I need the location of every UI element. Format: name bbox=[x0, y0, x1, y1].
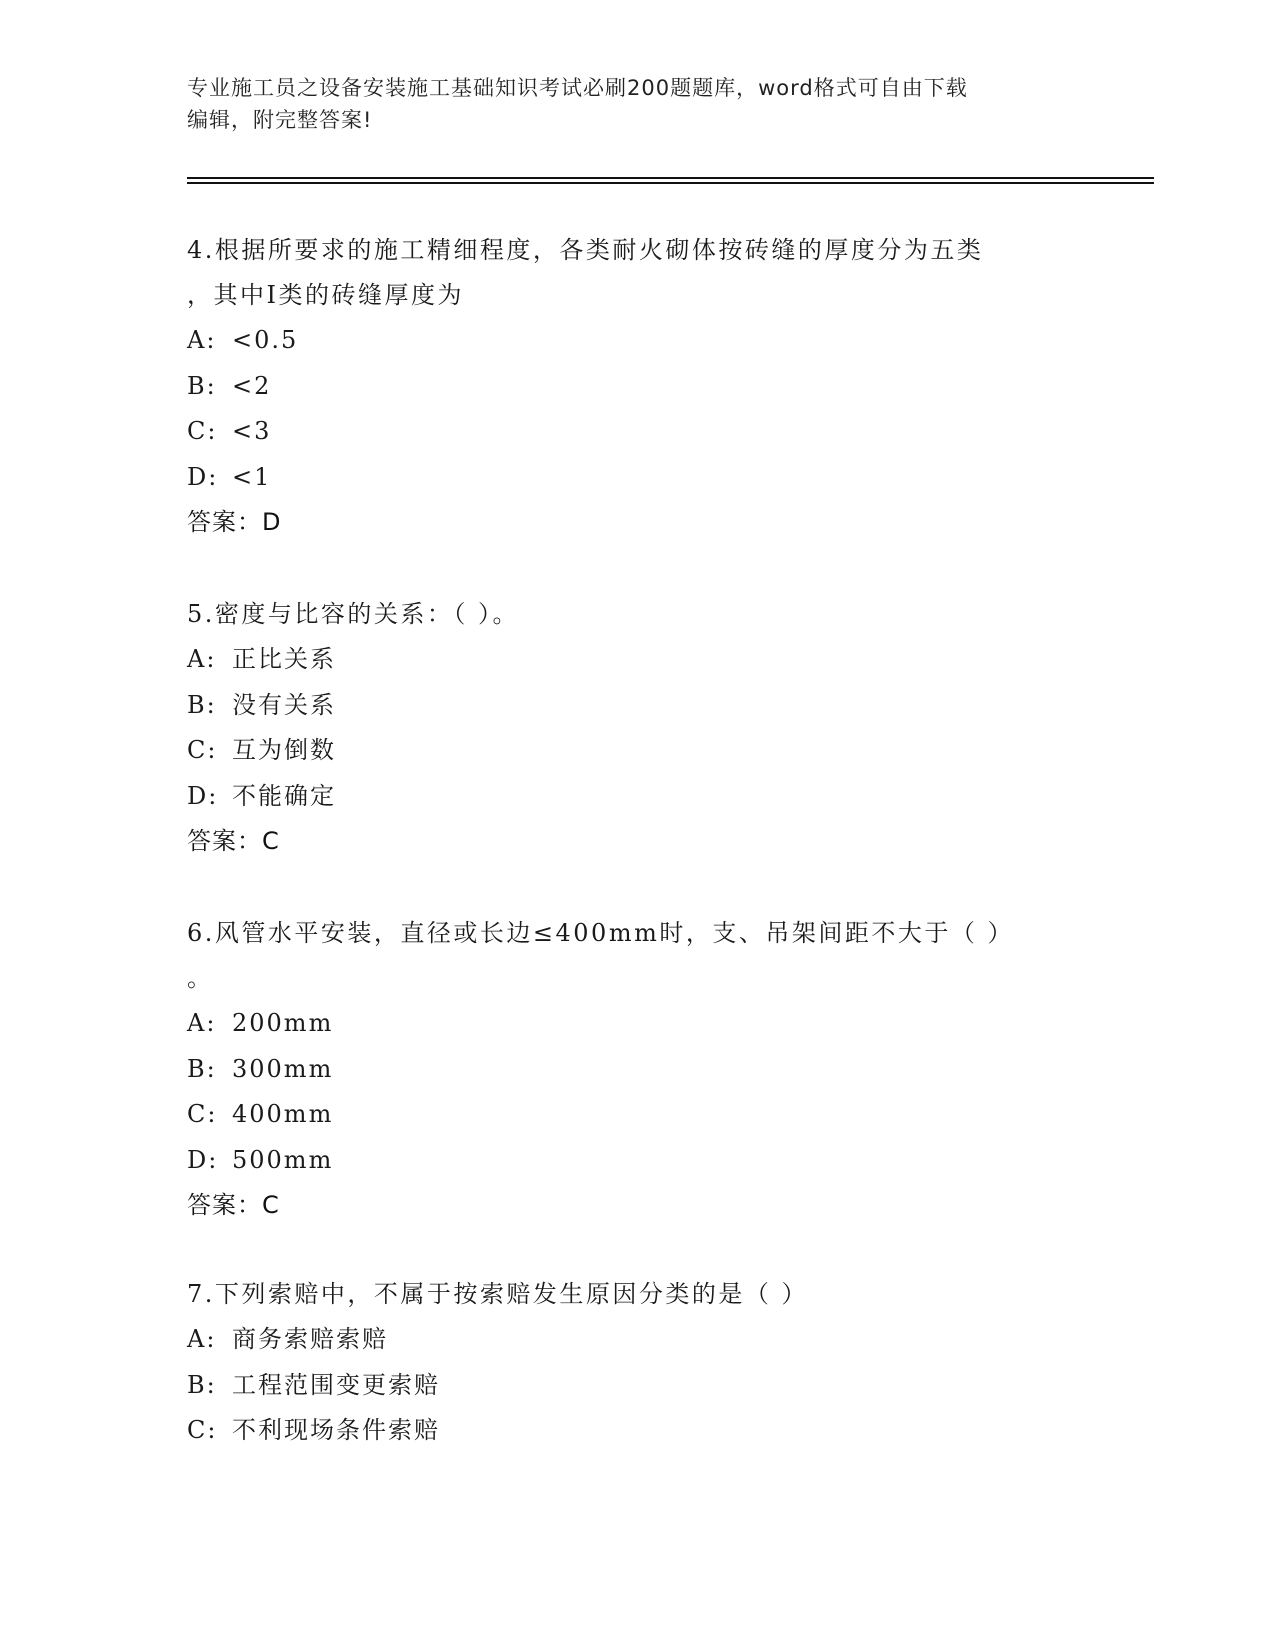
option-key: B: bbox=[187, 1370, 217, 1399]
question-stem-line: ，其中Ⅰ类的砖缝厚度为 bbox=[187, 281, 464, 309]
option-d bbox=[187, 455, 1067, 501]
option-key: A: bbox=[187, 1009, 217, 1037]
option-text: 400mm bbox=[232, 1100, 334, 1128]
option-text: 没有关系 bbox=[232, 690, 336, 719]
question-stem-line: 。 bbox=[187, 964, 214, 992]
document-header bbox=[187, 72, 1067, 136]
option-key: B: bbox=[187, 371, 217, 400]
question-6 bbox=[187, 911, 1067, 1228]
answer-line: 答案：C bbox=[187, 827, 280, 855]
answer-line: 答案：D bbox=[187, 508, 282, 536]
option-text: 商务索赔索赔 bbox=[232, 1325, 388, 1353]
header-divider-top bbox=[187, 177, 1154, 179]
option-b bbox=[187, 1047, 1067, 1093]
question-7 bbox=[187, 1272, 1067, 1454]
option-text: 工程范围变更索赔 bbox=[232, 1370, 440, 1399]
header-line-1: 专业施工员之设备安装施工基础知识考试必刷200题题库，word格式可自由下载 bbox=[187, 76, 968, 100]
question-4 bbox=[187, 228, 1067, 545]
option-key: D: bbox=[187, 462, 219, 491]
option-key: D: bbox=[187, 781, 219, 810]
option-text: <2 bbox=[232, 371, 272, 400]
question-5 bbox=[187, 592, 1067, 864]
option-b bbox=[187, 1363, 1067, 1409]
option-c bbox=[187, 1092, 1067, 1138]
option-text: 不利现场条件索赔 bbox=[232, 1416, 440, 1444]
option-key: A: bbox=[187, 1325, 217, 1353]
option-text: 正比关系 bbox=[232, 645, 336, 673]
header-line-2: 编辑，附完整答案! bbox=[187, 108, 373, 132]
option-text: <3 bbox=[232, 417, 272, 445]
option-a bbox=[187, 1317, 1067, 1363]
option-key: C: bbox=[187, 1100, 218, 1128]
option-text: <1 bbox=[232, 462, 272, 491]
option-a bbox=[187, 637, 1067, 683]
option-c bbox=[187, 1408, 1067, 1454]
option-key: D: bbox=[187, 1145, 219, 1174]
option-text: 200mm bbox=[232, 1009, 334, 1037]
option-a bbox=[187, 318, 1067, 364]
option-text: <0.5 bbox=[232, 326, 299, 354]
option-d bbox=[187, 774, 1067, 820]
answer-line: 答案：C bbox=[187, 1191, 280, 1219]
question-stem-line: 5.密度与比容的关系：（ ）。 bbox=[187, 600, 520, 628]
question-stem-line: 4.根据所要求的施工精细程度，各类耐火砌体按砖缝的厚度分为五类 bbox=[187, 236, 984, 264]
option-text: 300mm bbox=[232, 1054, 334, 1083]
option-b bbox=[187, 683, 1067, 729]
option-key: A: bbox=[187, 326, 217, 354]
question-stem-line: 7.下列索赔中，不属于按索赔发生原因分类的是（ ） bbox=[187, 1280, 809, 1308]
header-divider-bottom bbox=[187, 182, 1154, 184]
option-text: 不能确定 bbox=[232, 781, 336, 810]
option-text: 500mm bbox=[232, 1145, 334, 1174]
option-key: C: bbox=[187, 736, 218, 764]
option-key: C: bbox=[187, 1416, 218, 1444]
question-stem-line: 6.风管水平安装，直径或长边≤400mm时，支、吊架间距不大于（ ） bbox=[187, 919, 1014, 947]
option-a bbox=[187, 1001, 1067, 1047]
option-text: 互为倒数 bbox=[232, 736, 336, 764]
option-key: B: bbox=[187, 690, 217, 719]
option-b bbox=[187, 364, 1067, 410]
option-d bbox=[187, 1138, 1067, 1184]
option-key: A: bbox=[187, 645, 217, 673]
option-key: B: bbox=[187, 1054, 217, 1083]
option-c bbox=[187, 728, 1067, 774]
option-c bbox=[187, 409, 1067, 455]
option-key: C: bbox=[187, 417, 218, 445]
